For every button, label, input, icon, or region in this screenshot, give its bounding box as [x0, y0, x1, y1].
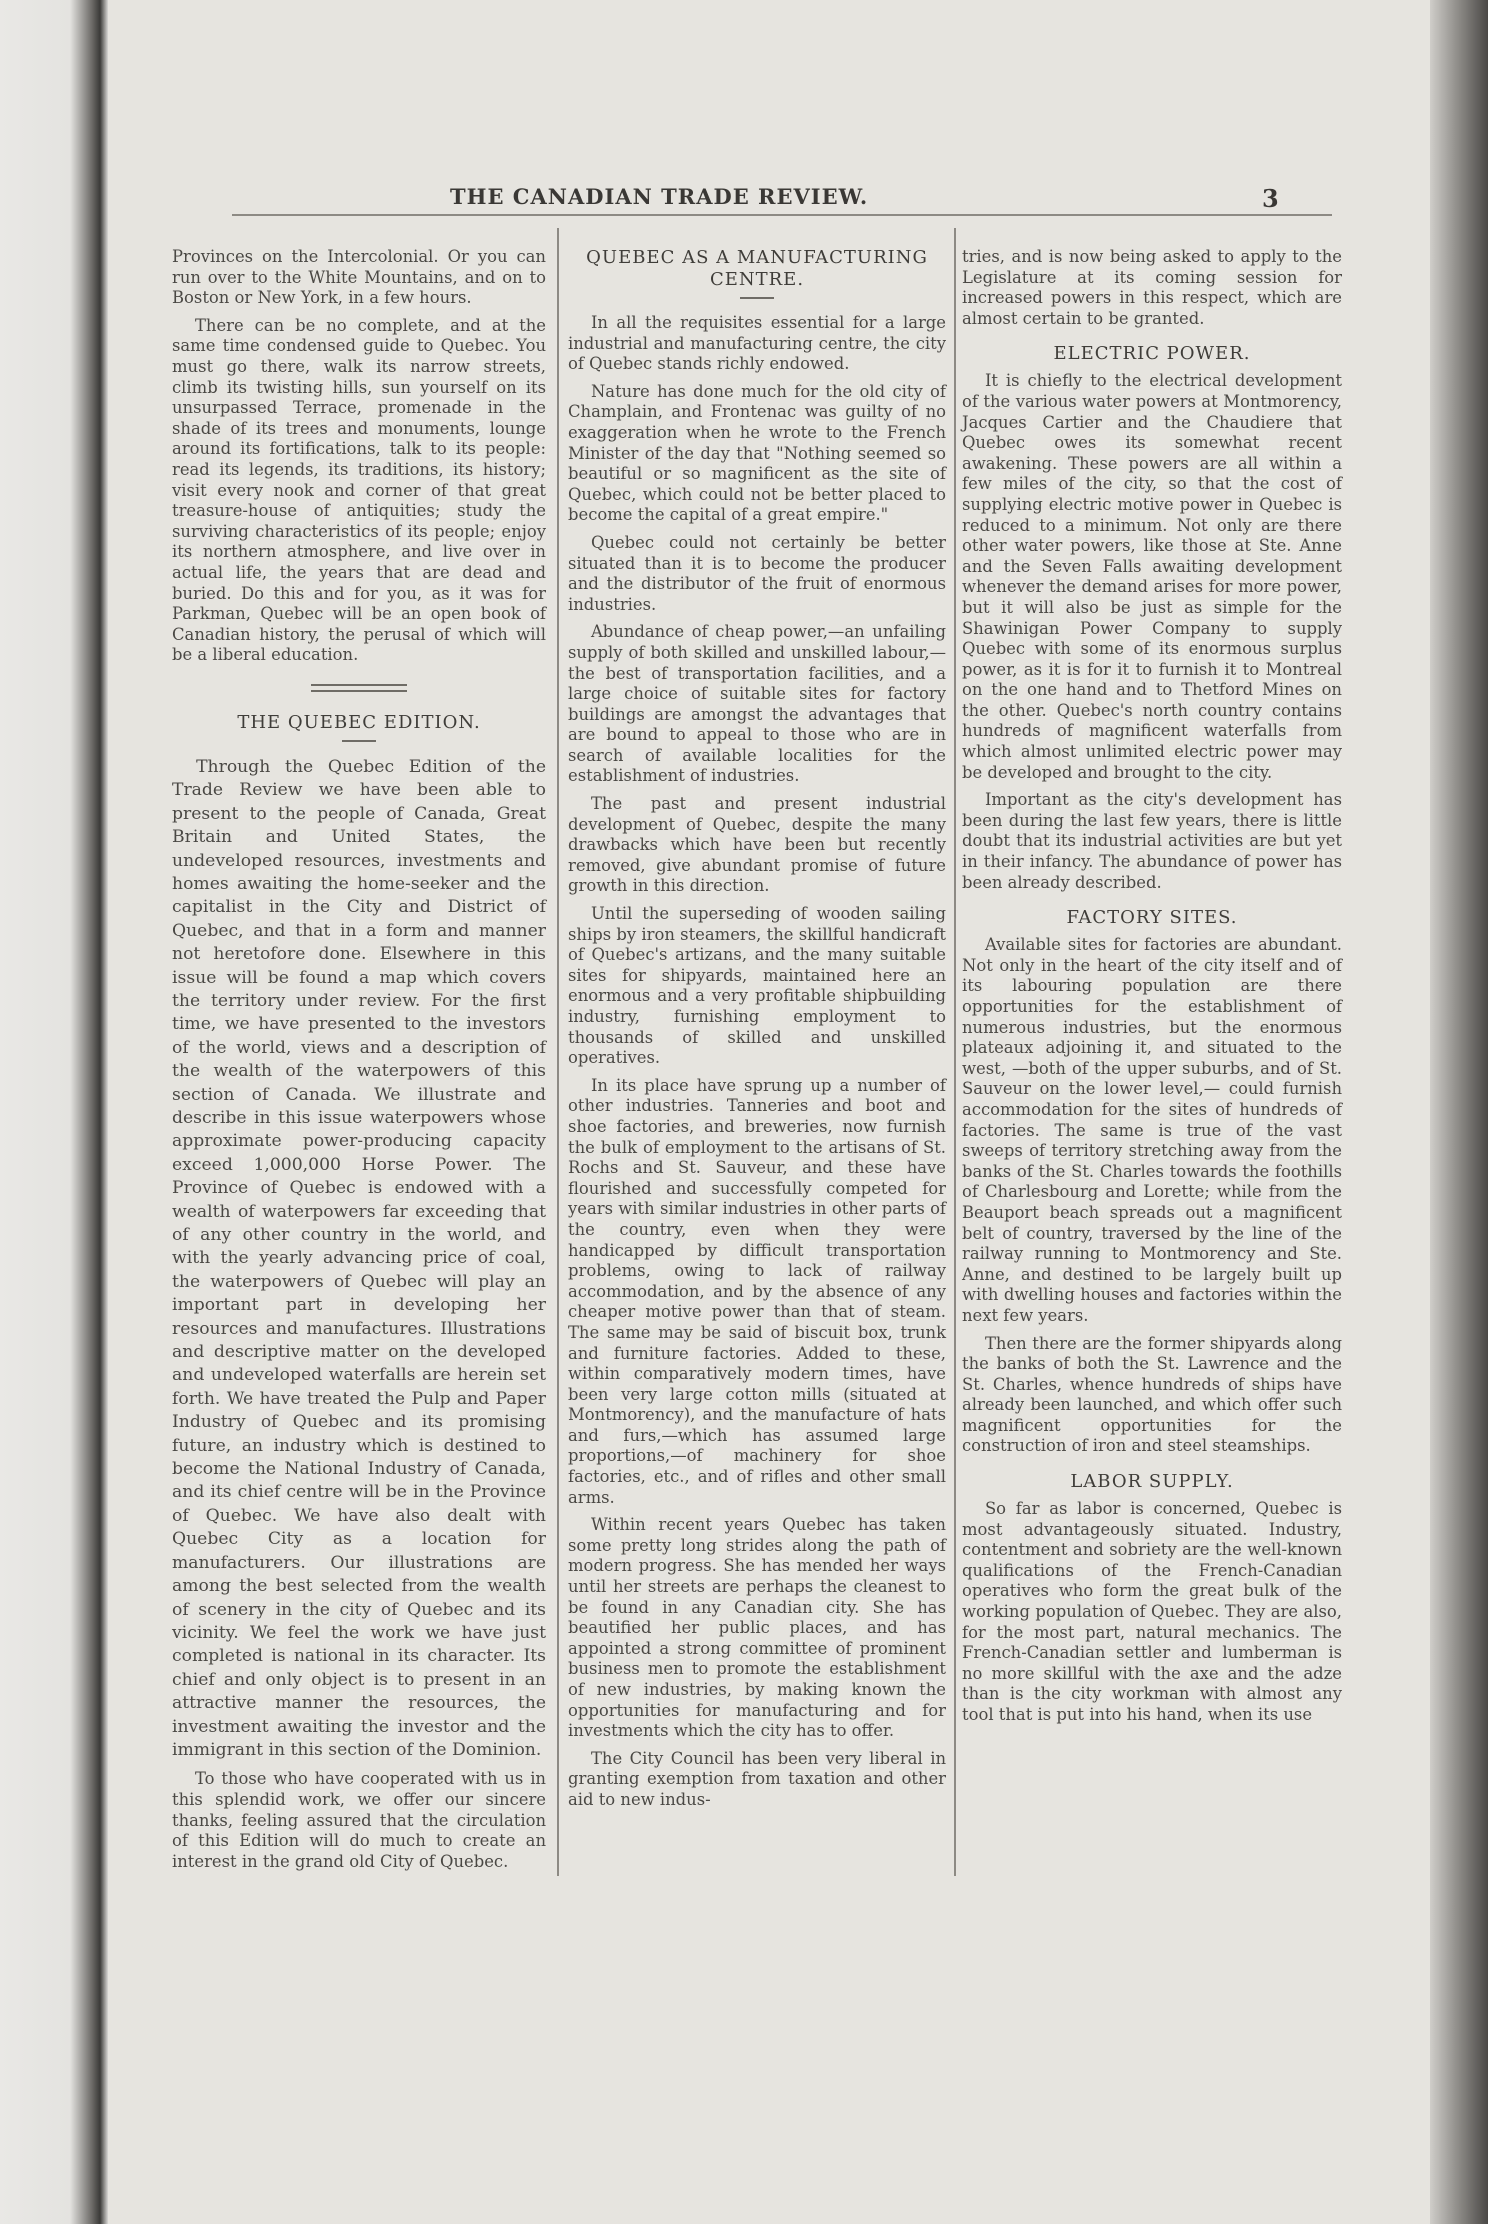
column-1: [172, 247, 546, 1879]
section-heading-quebec-edition: THE QUEBEC EDITION.: [237, 711, 481, 733]
col2-paragraph-1: In all the requisites essential for a large industrial and manufacturing centre, the city of Quebec stands richly endowed.: [568, 313, 946, 374]
section-heading-manufacturing-centre: QUEBEC AS A MANUFACTURING CENTRE.: [586, 247, 928, 290]
scan-edge-right: [1430, 0, 1488, 2224]
column-rule-1: [557, 228, 559, 1876]
section-heading-labor-supply: LABOR SUPPLY.: [1070, 1471, 1234, 1493]
page-number: 3: [1262, 184, 1279, 213]
col3-paragraph-1: tries, and is now being asked to apply to the Legislature at its coming session for increased powers in this respect, which are almost certain to be granted.: [962, 247, 1342, 328]
col2-paragraph-5: The past and present industrial development of Quebec, despite the many drawbacks which have been but recently removed, give abundant promise of future growth in this direction.: [568, 794, 946, 896]
section-heading-electric-power: ELECTRIC POWER.: [1053, 343, 1251, 365]
header-rule: [232, 214, 1332, 216]
heading-dash: [342, 740, 376, 742]
col3-paragraph-6: So far as labor is concerned, Quebec is most advantageously situated. Industry, contentment and sobriety are the well-known qualifications of the French-Canadian operatives who form the great bulk of the working population of Quebec. They are also, for the most part, natural mechanics. The French-Canadian settler and lumberman is no more skillful with the axe and the adze than is the city workman with almost any tool that is put into his hand, when its use: [962, 1499, 1342, 1724]
column-3: [962, 247, 1342, 1733]
heading-dash: [740, 297, 774, 299]
col2-paragraph-7: In its place have sprung up a number of other industries. Tanneries and boot and shoe factories, and breweries, now furnish the bulk of employment to the artisans of St. Rochs and St. Sauveur, and these have flourished and successfully competed for years with similar industries in other parts of the country, even when they were handicapped by difficult transportation problems, owing to lack of railway accommodation, and by the absence of any cheaper motive power than that of steam. The same may be said of biscuit box, trunk and furniture factories. Added to these, within comparatively modern times, have been very large cotton mills (situated at Montmorency), and the manufacture of hats and furs,—which has assumed large proportions,—of machinery for shoe factories, etc., and of rifles and other small arms.: [568, 1075, 946, 1507]
running-head: THE CANADIAN TRADE REVIEW.: [450, 184, 869, 209]
column-2: [568, 247, 946, 1818]
col1-paragraph-1: Provinces on the Intercolonial. Or you can run over to the White Mountains, and on to Boston or New York, in a few hours.: [172, 247, 546, 308]
col3-paragraph-2: It is chiefly to the electrical development of the various water powers at Montmorency, Jacques Cartier and the Chaudiere that Quebec owes its somewhat recent awakening. These powers are all within a few miles of the city, so that the cost of supplying electric motive power in Quebec is reduced to a minimum. Not only are there other water powers, like those at Ste. Anne and the Seven Falls awaiting development whenever the demand arises for more power, but it will also be just as simple for the Shawinigan Power Company to supply Quebec with some of its enormous surplus power, as it is for it to furnish it to Montreal on the one hand and to Thetford Mines on the other. Quebec's north country contains hundreds of magnificent waterfalls from which almost unlimited electric power may be developed and brought to the city.: [962, 371, 1342, 782]
col1-paragraph-4: To those who have cooperated with us in this splendid work, we offer our sincere thanks, feeling assured that the circulation of this Edition will do much to create an interest in the grand old City of Quebec.: [172, 1769, 546, 1871]
col2-paragraph-8: Within recent years Quebec has taken some pretty long strides along the path of modern progress. She has mended her ways until her streets are perhaps the cleanest to be found in any Canadian city. She has beautified her public places, and has appointed a strong committee of prominent business men to promote the establishment of new industries, by making known the opportunities for manufacturing and for investments which the city has to offer.: [568, 1515, 946, 1741]
col2-paragraph-9: The City Council has been very liberal in granting exemption from taxation and other aid to new indus-: [568, 1748, 946, 1809]
scan-edge-left: [0, 0, 108, 2224]
section-heading-factory-sites: FACTORY SITES.: [1066, 907, 1238, 929]
col1-paragraph-2: There can be no complete, and at the same time condensed guide to Quebec. You must go there, walk its narrow streets, climb its twisting hills, sun yourself on its unsurpassed Terrace, promenade in the shade of its trees and monuments, lounge around its fortifications, talk to its people: read its legends, its traditions, its history; visit every nook and corner of that great treasure-house of antiquities; study the surviving characteristics of its people; enjoy its northern atmosphere, and live over in actual life, the years that are dead and buried. Do this and for you, as it was for Parkman, Quebec will be an open book of Canadian history, the perusal of which will be a liberal education.: [172, 315, 546, 665]
col1-paragraph-3: Through the Quebec Edition of the Trade Review we have been able to present to the people of Canada, Great Britain and United States, the undeveloped resources, investments and homes awaiting the home-seeker and the capitalist in the City and District of Quebec, and that in a form and manner not heretofore done. Elsewhere in this issue will be found a map which covers the territory under review. For the first time, we have presented to the investors of the world, views and a description of the wealth of the waterpowers of this section of Canada. We illustrate and describe in this issue waterpowers whose approximate power-producing capacity exceed 1,000,000 Horse Power. The Province of Quebec is endowed with a wealth of waterpowers far exceeding that of any other country in the world, and with the yearly advancing price of coal, the waterpowers of Quebec will play an important part in developing her resources and manufactures. Illustrations and descriptive matter on the developed and undeveloped waterfalls are herein set forth. We have treated the Pulp and Paper Industry of Quebec and its promising future, an industry which is destined to become the National Industry of Canada, and its chief centre will be in the Province of Quebec. We have also dealt with Quebec City as a location for manufacturers. Our illustrations are among the best selected from the wealth of scenery in the city of Quebec and its vicinity. We feel the work we have just completed is national in its character. Its chief and only object is to present in an attractive manner the resources, the investment awaiting the investor and the immigrant in this section of the Dominion.: [172, 756, 546, 1760]
section-divider: [311, 684, 407, 692]
col2-paragraph-6: Until the superseding of wooden sailing ships by iron steamers, the skillful handicraft of Quebec's artizans, and the many suitable sites for shipyards, maintained here an enormous and a very profitable shipbuilding industry, furnishing employment to thousands of skilled and unskilled operatives.: [568, 904, 946, 1068]
column-rule-2: [954, 228, 956, 1876]
col3-paragraph-3: Important as the city's development has been during the last few years, there is little doubt that its industrial activities are but yet in their infancy. The abundance of power has been already described.: [962, 790, 1342, 892]
col2-paragraph-2: Nature has done much for the old city of Champlain, and Frontenac was guilty of no exaggeration when he wrote to the French Minister of the day that "Nothing seemed so beautiful or so magnificent as the site of Quebec, which could not be better placed to become the capital of a great empire.": [568, 381, 946, 525]
col2-paragraph-4: Abundance of cheap power,—an unfailing supply of both skilled and unskilled labour,—the best of transportation facilities, and a large choice of suitable sites for factory buildings are amongst the advantages that are bound to appeal to those who are in search of available localities for the establishment of industries.: [568, 622, 946, 786]
col3-paragraph-4: Available sites for factories are abundant. Not only in the heart of the city itself and of its labouring population are there opportunities for the establishment of numerous industries, but the enormous plateaux adjoining it, and situated to the west, —both of the upper suburbs, and of St. Sauveur on the lower level,— could furnish accommodation for the sites of hundreds of factories. The same is true of the vast sweeps of territory stretching away from the banks of the St. Charles towards the foothills of Charlesbourg and Lorette; while from the Beauport beach spreads out a magnificent belt of country, traversed by the line of the railway running to Montmorency and Ste. Anne, and destined to be largely built up with dwelling houses and factories within the next few years.: [962, 935, 1342, 1325]
col2-paragraph-3: Quebec could not certainly be better situated than it is to become the producer and the distributor of the fruit of enormous industries.: [568, 532, 946, 614]
col3-paragraph-5: Then there are the former shipyards along the banks of both the St. Lawrence and the St. Charles, whence hundreds of ships have already been launched, and which offer such magnificent opportunities for the construction of iron and steel steamships.: [962, 1333, 1342, 1456]
